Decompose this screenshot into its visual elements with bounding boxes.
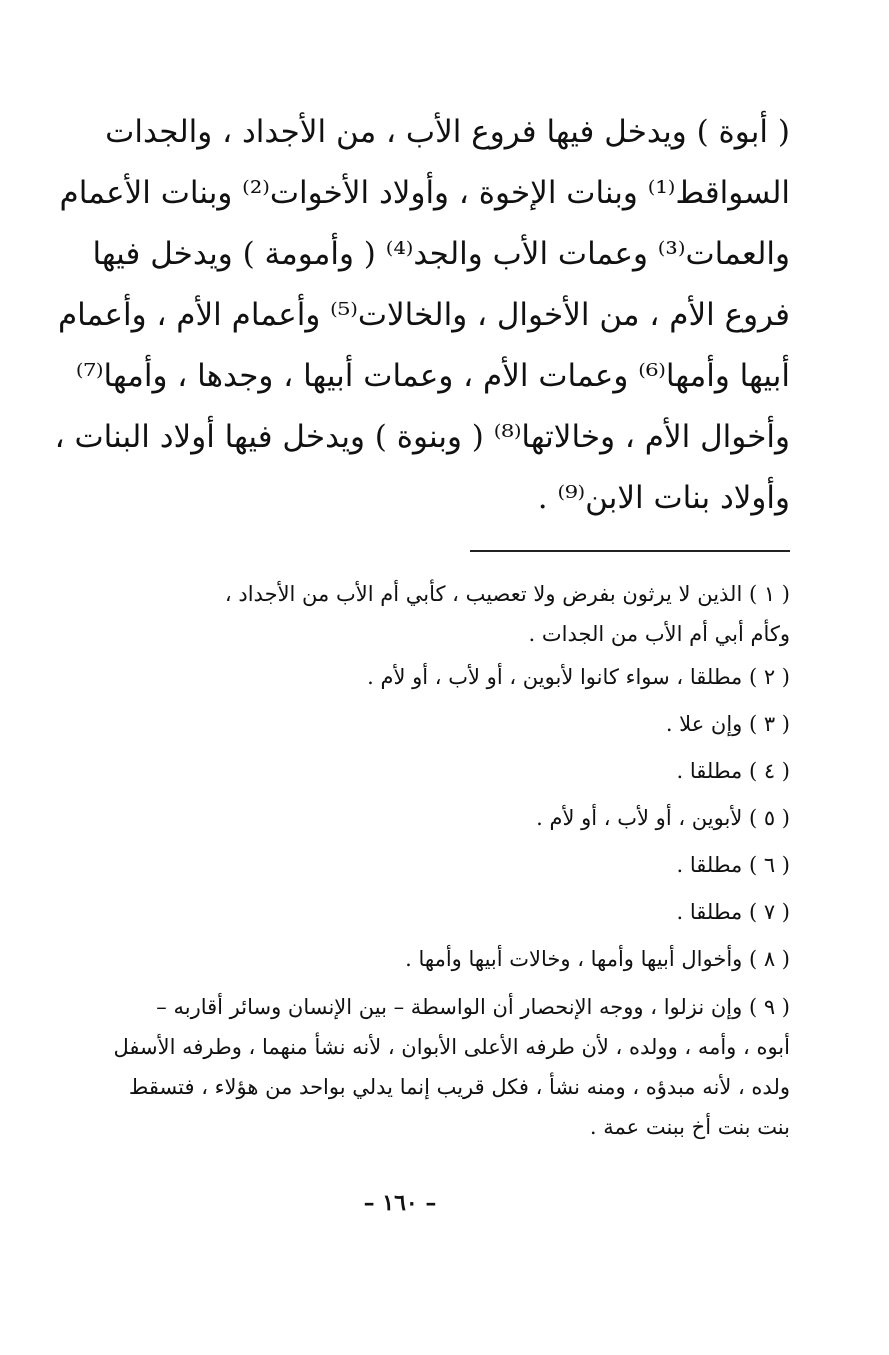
- footnote-1-line-2: وكأم أبي أم الأب من الجدات .: [528, 622, 790, 646]
- footnote-separator: [470, 550, 790, 552]
- footnote-9-line-2: أبوه ، وأمه ، وولده ، لأن طرفه الأعلى الأبوان ، لأنه نشأ منهما ، وطرفه الأسفل: [113, 1035, 790, 1059]
- footnote-1-line-1: ( ١ ) الذين لا يرثون بفرض ولا تعصيب ، كأبي أم الأب من الأجداد ،: [224, 582, 790, 606]
- footnote-9-line-3: ولده ، لأنه مبدؤه ، ومنه نشأ ، فكل قريب إنما يدلي بواحد من هؤلاء ، فتسقط: [128, 1075, 790, 1099]
- page-number: – ١٦٠ –: [363, 1190, 437, 1216]
- footnote-3: ( ٣ ) وإن علا .: [665, 712, 790, 736]
- main-text-line-7: وأولاد بنات الابن⁽⁹⁾ .: [537, 480, 790, 516]
- main-text-line-5: أبيها وأمها⁽⁶⁾ وعمات الأم ، وعمات أبيها ، وجدها ، وأمها⁽⁷⁾: [75, 358, 790, 394]
- footnote-2: ( ٢ ) مطلقا ، سواء كانوا لأبوين ، أو لأب ، أو لأم .: [367, 665, 790, 689]
- main-text-line-2: السواقط⁽¹⁾ وبنات الإخوة ، وأولاد الأخوات⁽²⁾ وبنات الأعمام: [59, 175, 790, 211]
- footnote-8: ( ٨ ) وأخوال أبيها وأمها ، وخالات أبيها وأمها .: [405, 947, 790, 971]
- footnote-5: ( ٥ ) لأبوين ، أو لأب ، أو لأم .: [536, 806, 790, 830]
- footnote-7: ( ٧ ) مطلقا .: [676, 900, 790, 924]
- main-text-line-4: فروع الأم ، من الأخوال ، والخالات⁽⁵⁾ وأعمام الأم ، وأعمام: [57, 297, 790, 333]
- footnotes-block: [40, 574, 790, 1147]
- main-text-line-6: وأخوال الأم ، وخالاتها⁽⁸⁾ ( وبنوة ) ويدخل فيها أولاد البنات ،: [55, 419, 790, 455]
- footnote-4: ( ٤ ) مطلقا .: [676, 759, 790, 783]
- main-text-line-3: والعمات⁽³⁾ وعمات الأب والجد⁽⁴⁾ ( وأمومة ) ويدخل فيها: [92, 236, 790, 272]
- main-text-block: [55, 102, 790, 529]
- main-text-line-1: ( أبوة ) ويدخل فيها فروع الأب ، من الأجداد ، والجدات: [105, 114, 790, 150]
- footnote-9-line-1: ( ٩ ) وإن نزلوا ، ووجه الإنحصار أن الواسطة – بين الإنسان وسائر أقاربه –: [156, 995, 790, 1019]
- footnote-9-line-4: بنت بنت أخ ببنت عمة .: [589, 1115, 790, 1139]
- footnote-6: ( ٦ ) مطلقا .: [676, 853, 790, 877]
